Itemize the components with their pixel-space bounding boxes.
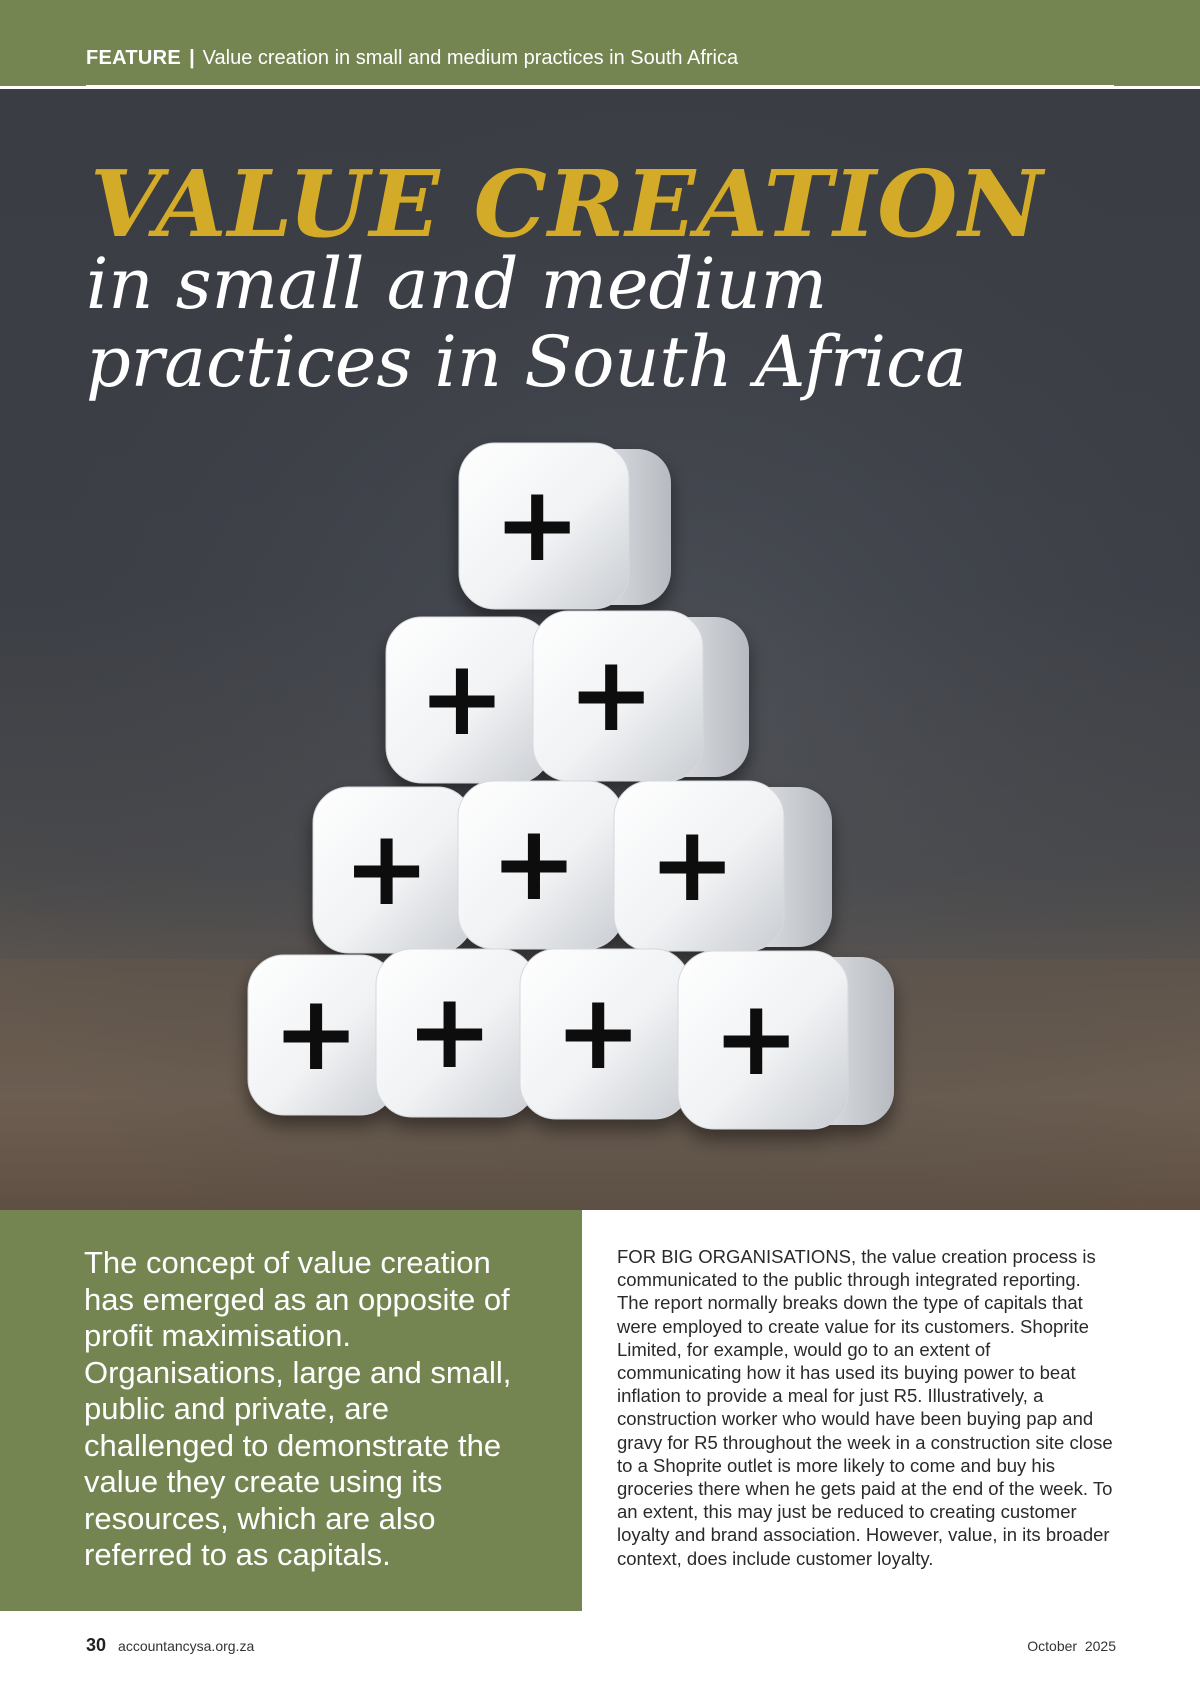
die-9 xyxy=(520,949,690,1119)
standfirst-text: The concept of value creation has emerged as an opposite of profit maximisation. Organisations, large and small, public and private, are challenged to demonstrate the value they create using its resources, which are also referred to as capitals. xyxy=(84,1245,512,1572)
plus-symbol-icon: + xyxy=(554,971,642,1093)
issue-date: October 2025 xyxy=(1027,1638,1116,1654)
plus-symbol-icon: + xyxy=(648,803,736,925)
footer-left xyxy=(86,1634,254,1657)
die-10 xyxy=(678,951,894,1129)
plus-symbol-icon: + xyxy=(490,802,578,924)
headline: VALUE CREATION xyxy=(90,150,1044,258)
plus-symbol-icon: + xyxy=(343,807,431,929)
plus-symbol-icon: + xyxy=(406,970,494,1092)
plus-symbol-icon: + xyxy=(418,637,506,759)
section-kicker xyxy=(86,46,738,70)
subheadline: in small and medium practices in South Africa xyxy=(86,243,967,403)
die-6 xyxy=(614,781,832,951)
section-label: FEATURE xyxy=(86,47,182,69)
hero-image xyxy=(0,89,1200,1210)
die-5 xyxy=(458,781,623,949)
body-text: FOR BIG ORGANISATIONS, the value creation process is communicated to the public through integrated reporting. The report normally breaks down the type of capitals that were employed to create value for its customers. Shoprite Limited, for example, would go to an extent of communicating how it has used its buying power to beat inflation to provide a meal for just R5. Illustratively, a construction worker who would have been buying pap and gravy for R5 throughout the week in a construction site close to a Shoprite outlet is more likely to come and buy his groceries there when he gets paid at the end of the week. To an extent, this may just be reduced to creating customer loyalty and brand association. However, value, in its broader context, does include customer loyalty. xyxy=(617,1246,1113,1569)
standfirst-box xyxy=(0,1210,582,1611)
die-4 xyxy=(313,787,473,953)
die-2 xyxy=(386,617,551,783)
die-7 xyxy=(248,955,396,1115)
plus-symbol-icon: + xyxy=(567,633,655,755)
header-band xyxy=(0,0,1200,86)
plus-symbol-icon: + xyxy=(493,463,581,585)
die-3 xyxy=(533,611,749,781)
die-8 xyxy=(376,949,536,1117)
website-link[interactable]: accountancysa.org.za xyxy=(118,1638,255,1654)
plus-symbol-icon: + xyxy=(712,977,800,1099)
kicker-separator: | xyxy=(189,47,195,69)
die-1 xyxy=(459,443,671,609)
plus-symbol-icon: + xyxy=(272,972,360,1094)
page-number: 30 xyxy=(86,1635,107,1655)
section-title: Value creation in small and medium practices in South Africa xyxy=(202,47,739,69)
